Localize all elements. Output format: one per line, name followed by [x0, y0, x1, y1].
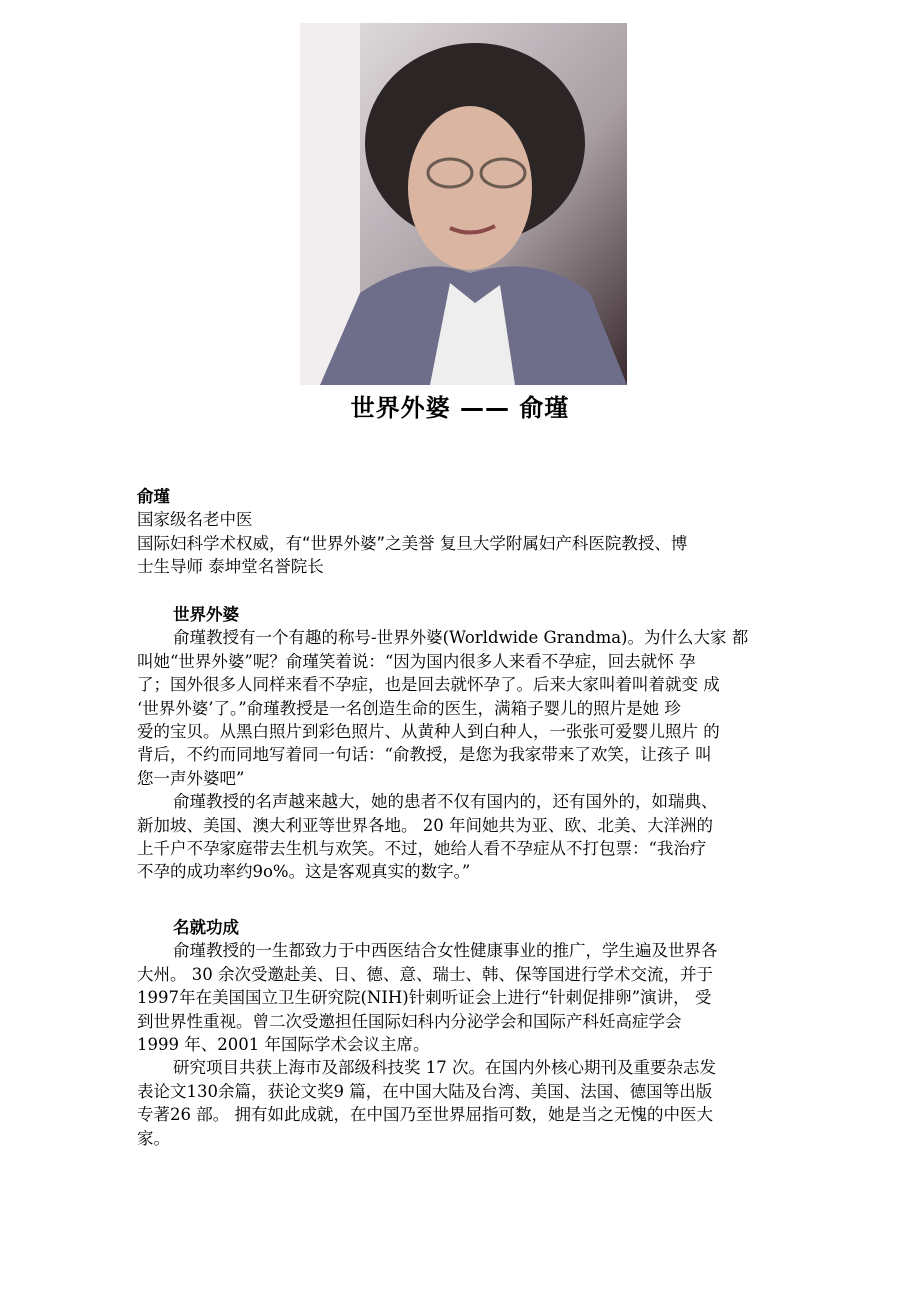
paragraph-line: 俞瑾教授的名声越来越大，她的患者不仅有国内的，还有国外的，如瑞典、: [173, 792, 718, 812]
paragraph-line: 爱的宝贝。从黑白照片到彩色照片、从黄种人到白种人，一张张可爱婴儿照片 的: [137, 721, 720, 741]
paragraph-line: 上千户不孕家庭带去生机与欢笑。不过，她给人看不孕症从不打包票：“我治疗: [137, 838, 707, 858]
paragraph-line: 1999 年、2001 年国际学术会议主席。: [137, 1034, 430, 1054]
paragraph-line: 新加坡、美国、澳大利亚等世界各地。 20 年间她共为亚、欧、北美、大洋洲的: [137, 815, 713, 835]
portrait-image: [300, 23, 627, 385]
paragraph-line: 俞瑾教授有一个有趣的称号-世界外婆(Worldwide Grandma)。为什么大家 都: [173, 628, 749, 648]
section-heading: 世界外婆: [173, 605, 239, 624]
section-heading: 名就功成: [173, 918, 239, 937]
paragraph-line: 大州。 30 余次受邀赴美、日、德、意、瑞士、韩、保等国进行学术交流，并于: [137, 964, 713, 984]
paragraph-line: 背后，不约而同地写着同一句话：“俞教授，是您为我家带来了欢笑，让孩子 叫: [137, 745, 712, 765]
paragraph-line: 了；国外很多人同样来看不孕症，也是回去就怀孕了。后来大家叫着叫着就变 成: [137, 675, 720, 695]
paragraph-line: 叫她“世界外婆”呢？俞瑾笑着说：“因为国内很多人来看不孕症，回去就怀 孕: [137, 651, 696, 671]
paragraph-line: ‘世界外婆’了。”俞瑾教授是一名创造生命的医生，满箱子婴儿的照片是她 珍: [137, 698, 681, 718]
paragraph-line: 俞瑾教授的一生都致力于中西医结合女性健康事业的推广，学生遍及世界各: [173, 941, 718, 961]
paragraph-line: 到世界性重视。曾二次受邀担任国际妇科内分泌学会和国际产科妊高症学会: [137, 1011, 682, 1031]
paragraph-line: 不孕的成功率约9o%。这是客观真实的数字。”: [137, 862, 471, 882]
intro-line: 国家级名老中医: [137, 510, 253, 530]
page-title: 世界外婆 —— 俞瑾: [350, 394, 570, 422]
paragraph-line: 家。: [137, 1128, 170, 1148]
section-worldwide-grandma: [137, 603, 797, 884]
paragraph-line: 您一声外婆吧”: [137, 768, 245, 788]
paragraph-line: 1997年在美国国立卫生研究院(NIH)针刺听证会上进行“针刺促排卵”演讲， 受: [137, 988, 712, 1008]
intro-line: 士生导师 泰坤堂名誉院长: [137, 557, 324, 577]
paragraph-line: 表论文130余篇，获论文奖9 篇，在中国大陆及台湾、美国、法国、德国等出版: [137, 1081, 713, 1101]
paragraph-line: 研究项目共获上海市及部级科技奖 17 次。在国内外核心期刊及重要杂志发: [173, 1058, 716, 1078]
person-name: 俞瑾: [137, 487, 170, 506]
intro-line: 国际妇科学术权威，有“世界外婆”之美誉 复旦大学附属妇产科医院教授、博: [137, 533, 688, 553]
portrait-photo: [300, 23, 627, 385]
intro-block: [137, 485, 797, 579]
paragraph-line: 专著26 部。 拥有如此成就，在中国乃至世界屈指可数，她是当之无愧的中医大: [137, 1105, 713, 1125]
section-achievements: [137, 916, 797, 1150]
